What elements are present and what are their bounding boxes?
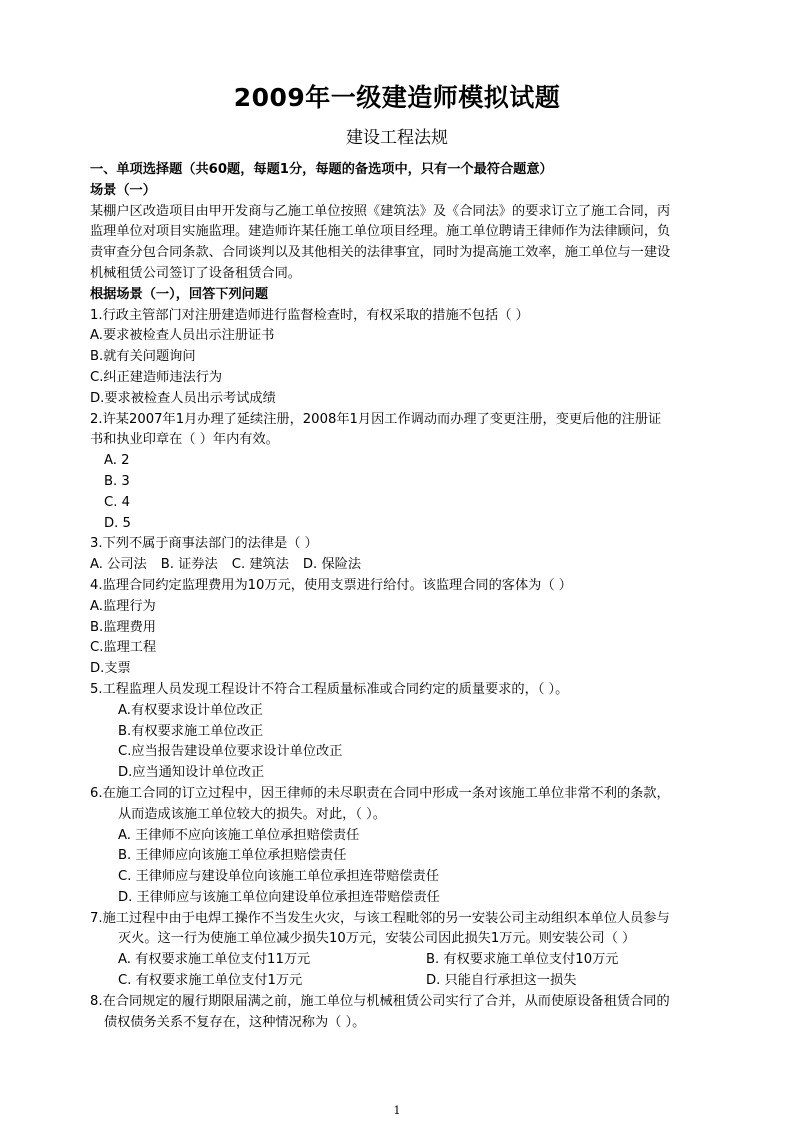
question-1-stem: 1.行政主管部门对注册建造师进行监督检查时，有权采取的措施不包括（ ） (90, 307, 529, 323)
question-3-option-d: D. 保险法 (302, 557, 362, 573)
question-2-option-a: A. 2 (104, 453, 130, 469)
question-3-option-c: C. 建筑法 (231, 557, 289, 573)
page-number: 1 (393, 1104, 401, 1117)
question-2-option-c: C. 4 (104, 494, 130, 510)
question-4-stem: 4.监理合同约定监理费用为10万元，使用支票进行给付。该监理合同的客体为（ ） (90, 577, 572, 593)
scene-text-line: 责审查分包合同条款、合同谈判以及其他相关的法律事宜，同时为提高施工效率，施工单位与一建设 (90, 245, 671, 261)
question-1-option-d: D.要求被检查人员出示考试成绩 (90, 390, 276, 406)
scene-label: 场景（一） (90, 182, 156, 198)
question-6-option-d: D. 王律师应与该施工单位向建设单位承担连带赔偿责任 (118, 889, 440, 905)
document-body (90, 160, 706, 1033)
question-5-option-a: A.有权要求设计单位改正 (118, 702, 263, 718)
question-3-options (90, 555, 706, 576)
question-7-stem-cont: 灭火。这一行为使施工单位减少损失10万元，安装公司因此损失1万元。则安装公司（ ） (118, 931, 636, 947)
question-5-option-b: B.有权要求施工单位改正 (118, 723, 264, 739)
question-3-stem: 3.下列不属于商事法部门的法律是（ ） (90, 536, 318, 552)
question-4-option-b: B.监理费用 (90, 619, 156, 635)
question-7-option-b: B. 有权要求施工单位支付10万元 (426, 952, 619, 968)
question-2-stem-cont: 书和执业印章在（ ）年内有效。 (90, 432, 279, 448)
question-7-option-a: A. 有权要求施工单位支付11万元 (118, 952, 311, 968)
question-7-options-row-1 (90, 950, 706, 971)
scene-text-line: 某棚户区改造项目由甲开发商与乙施工单位按照《建筑法》及《合同法》的要求订立了施工合同，丙 (90, 203, 671, 219)
question-6-option-c: C. 王律师应与建设单位向该施工单位承担连带赔偿责任 (118, 869, 439, 885)
question-5-stem: 5.工程监理人员发现工程设计不符合工程质量标准或合同约定的质量要求的，（ ）。 (90, 681, 569, 697)
question-7-option-d: D. 只能自行承担这一损失 (426, 973, 577, 989)
question-2-option-b: B. 3 (104, 473, 130, 489)
question-7-stem: 7.施工过程中由于电焊工操作不当发生火灾，与该工程毗邻的另一安装公司主动组织本单位人员参与 (90, 910, 670, 926)
question-4-option-c: C.监理工程 (90, 640, 157, 656)
scene-instruction: 根据场景（一），回答下列问题 (90, 286, 269, 302)
question-7-option-c: C. 有权要求施工单位支付1万元 (118, 973, 303, 989)
question-6-stem: 6.在施工合同的订立过程中，因王律师的未尽职责在合同中形成一条对该施工单位非常不利的条款， (90, 785, 670, 801)
question-4-option-d: D.支票 (90, 661, 131, 677)
question-2-stem: 2.许某2007年1月办理了延续注册，2008年1月因工作调动而办理了变更注册，变更后他的注册证 (90, 411, 662, 427)
scene-text-line: 机械租赁公司签订了设备租赁合同。 (90, 265, 301, 281)
document-title: 2009年一级建造师模拟试题 (233, 83, 561, 112)
question-4-option-a: A.监理行为 (90, 598, 156, 614)
question-6-stem-cont: 从而造成该施工单位较大的损失。对此，（ ）。 (118, 806, 386, 822)
question-1-option-b: B.就有关问题询问 (90, 349, 196, 365)
scene-text-line: 监理单位对项目实施监理。建造师许某任施工单位项目经理。施工单位聘请王律师作为法律顾问，负 (90, 224, 671, 240)
question-5-option-d: D.应当通知设计单位改正 (118, 765, 265, 781)
question-2-option-d: D. 5 (104, 515, 131, 531)
section-heading: 一、单项选择题（共60题，每题1分，每题的备选项中，只有一个最符合题意） (90, 162, 553, 177)
question-1-option-c: C.纠正建造师违法行为 (90, 369, 223, 385)
question-6-option-b: B. 王律师应向该施工单位承担赔偿责任 (118, 848, 347, 864)
question-6-option-a: A. 王律师不应向该施工单位承担赔偿责任 (118, 827, 360, 843)
question-5-option-c: C.应当报告建设单位要求设计单位改正 (118, 744, 343, 760)
question-1-option-a: A.要求被检查人员出示注册证书 (90, 328, 275, 344)
question-7-options-row-2 (90, 971, 706, 992)
question-3-option-b: B. 证券法 (160, 557, 218, 573)
question-8-stem: 8.在合同规定的履行期限届满之前，施工单位与机械租赁公司实行了合并，从而使原设备租赁合同的 (90, 993, 670, 1009)
document-subtitle: 建设工程法规 (346, 128, 448, 148)
question-8-stem-cont: 债权债务关系不复存在，这种情况称为（ ）。 (104, 1014, 366, 1030)
question-3-option-a: A. 公司法 (90, 557, 147, 573)
